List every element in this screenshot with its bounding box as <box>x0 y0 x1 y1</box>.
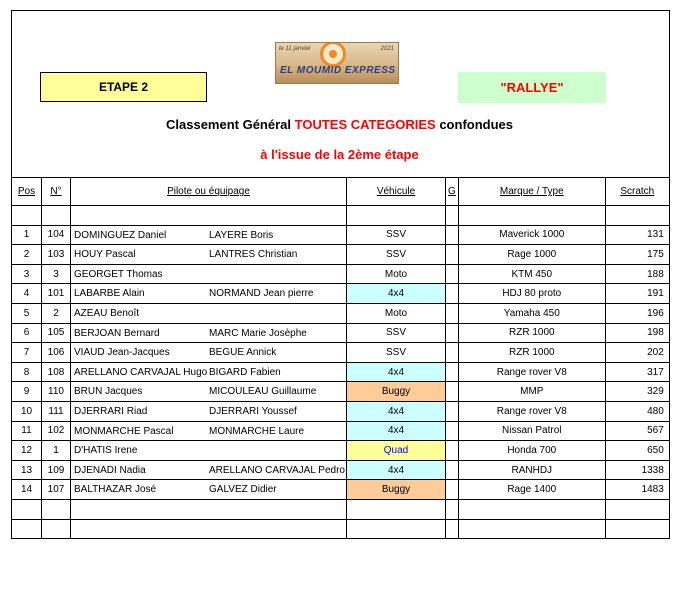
cell-g <box>446 264 459 284</box>
table-row <box>12 343 670 363</box>
cell-pilot <box>71 245 347 265</box>
cell-brand: MMP <box>458 382 605 402</box>
cell-num: 102 <box>42 421 71 441</box>
pilot-name: DJERRARI Riad <box>74 405 148 417</box>
cell-brand: RZR 1000 <box>458 343 605 363</box>
cell-scratch: 329 <box>605 382 669 402</box>
title-prefix: Classement Général <box>166 117 295 132</box>
cell-scratch: 202 <box>605 343 669 363</box>
cell-g <box>446 362 459 382</box>
table-row <box>12 362 670 382</box>
cell-pos: 8 <box>12 362 42 382</box>
copilot-name: ARELLANO CARVAJAL Pedro <box>209 464 345 476</box>
cell-g <box>446 480 459 500</box>
cell-num: 105 <box>42 323 71 343</box>
cell-vehicle: Buggy <box>347 480 446 500</box>
cell-brand: KTM 450 <box>458 264 605 284</box>
cell-vehicle: 4x4 <box>347 362 446 382</box>
cell-num: 109 <box>42 460 71 480</box>
cell-brand: Rage 1000 <box>458 245 605 265</box>
cell-pilot <box>71 323 347 343</box>
table-row <box>12 441 670 461</box>
cell-brand: Range rover V8 <box>458 362 605 382</box>
copilot-name: LANTRES Christian <box>209 249 298 261</box>
cell-brand: Range rover V8 <box>458 401 605 421</box>
cell-scratch: 1338 <box>605 460 669 480</box>
col-brand-header: Marque / Type <box>458 178 605 206</box>
cell-g <box>446 323 459 343</box>
pilot-name: DOMINGUEZ Daniel <box>74 229 167 241</box>
cell-g <box>446 225 459 245</box>
cell-g <box>446 303 459 323</box>
cell-pos: 4 <box>12 284 42 304</box>
table-row <box>12 303 670 323</box>
cell-vehicle: SSV <box>347 245 446 265</box>
cell-vehicle: 4x4 <box>347 284 446 304</box>
cell-pilot <box>71 264 347 284</box>
cell-pilot <box>71 343 347 363</box>
copilot-name: MICOULEAU Guillaume <box>209 386 317 398</box>
etape-box: ETAPE 2 <box>40 72 207 102</box>
cell-g <box>446 245 459 265</box>
copilot-name: MARC Marie Josèphe <box>209 327 307 339</box>
cell-pos: 14 <box>12 480 42 500</box>
logo-tag-right: 2021 <box>380 46 394 52</box>
cell-vehicle: Quad <box>347 441 446 461</box>
cell-vehicle: 4x4 <box>347 401 446 421</box>
cell-num: 110 <box>42 382 71 402</box>
cell-brand: Honda 700 <box>458 441 605 461</box>
title-suffix: confondues <box>435 117 513 132</box>
cell-g <box>446 421 459 441</box>
pilot-name: LABARBE Alain <box>74 288 145 300</box>
cell-pilot <box>71 225 347 245</box>
copilot-name: DJERRARI Youssef <box>209 405 297 417</box>
logo-wordmark: EL MOUMID EXPRESS <box>280 65 396 76</box>
results-table <box>11 177 670 539</box>
cell-scratch: 131 <box>605 225 669 245</box>
cell-pilot <box>71 480 347 500</box>
col-num-header: N° <box>42 178 71 206</box>
pilot-name: DJENADI Nadia <box>74 464 146 476</box>
pilot-name: GEORGET Thomas <box>74 268 163 280</box>
cell-pos: 10 <box>12 401 42 421</box>
cell-g <box>446 441 459 461</box>
cell-pilot <box>71 284 347 304</box>
table-row <box>12 284 670 304</box>
table-header-row <box>12 178 670 206</box>
cell-pilot <box>71 382 347 402</box>
cell-scratch: 567 <box>605 421 669 441</box>
cell-num: 3 <box>42 264 71 284</box>
cell-brand: Maverick 1000 <box>458 225 605 245</box>
copilot-name: GALVEZ Didier <box>209 484 277 496</box>
pilot-name: VIAUD Jean-Jacques <box>74 347 170 359</box>
empty-row <box>12 499 670 519</box>
rallye-box: "RALLYE" <box>458 72 606 103</box>
col-pos-header: Pos <box>12 178 42 206</box>
table-row <box>12 480 670 500</box>
pilot-name: AZEAU Benoît <box>74 307 140 319</box>
cell-num: 2 <box>42 303 71 323</box>
cell-vehicle: SSV <box>347 323 446 343</box>
cell-pos: 12 <box>12 441 42 461</box>
cell-pos: 11 <box>12 421 42 441</box>
cell-pos: 2 <box>12 245 42 265</box>
copilot-name: BEGUE Annick <box>209 347 277 359</box>
cell-pos: 6 <box>12 323 42 343</box>
table-row <box>12 382 670 402</box>
cell-pos: 9 <box>12 382 42 402</box>
cell-brand: Yamaha 450 <box>458 303 605 323</box>
rally-logo <box>275 42 399 84</box>
cell-scratch: 1483 <box>605 480 669 500</box>
pilot-name: HOUY Pascal <box>74 249 136 261</box>
table-row <box>12 323 670 343</box>
sun-icon <box>320 42 346 67</box>
cell-pilot <box>71 441 347 461</box>
cell-brand: Rage 1400 <box>458 480 605 500</box>
pilot-name: BERJOAN Bernard <box>74 327 160 339</box>
copilot-name: LAYERE Boris <box>209 229 274 241</box>
pilot-name: ARELLANO CARVAJAL Hugo <box>74 366 208 378</box>
spacer-row <box>12 206 670 226</box>
cell-num: 103 <box>42 245 71 265</box>
cell-g <box>446 460 459 480</box>
cell-g <box>446 343 459 363</box>
cell-scratch: 317 <box>605 362 669 382</box>
cell-num: 107 <box>42 480 71 500</box>
cell-vehicle: SSV <box>347 343 446 363</box>
cell-scratch: 175 <box>605 245 669 265</box>
cell-num: 104 <box>42 225 71 245</box>
table-row <box>12 225 670 245</box>
cell-vehicle: 4x4 <box>347 421 446 441</box>
cell-pilot <box>71 460 347 480</box>
table-row <box>12 245 670 265</box>
cell-pos: 5 <box>12 303 42 323</box>
cell-num: 101 <box>42 284 71 304</box>
page-subtitle: à l'issue de la 2ème étape <box>260 147 419 162</box>
pilot-name: BALTHAZAR José <box>74 484 157 496</box>
col-scratch-header: Scratch <box>605 178 669 206</box>
page-title <box>11 117 668 132</box>
cell-scratch: 196 <box>605 303 669 323</box>
cell-pilot <box>71 401 347 421</box>
cell-brand: RANHDJ <box>458 460 605 480</box>
cell-vehicle: 4x4 <box>347 460 446 480</box>
cell-num: 108 <box>42 362 71 382</box>
cell-num: 106 <box>42 343 71 363</box>
pilot-name: D'HATIS Irene <box>74 445 138 457</box>
cell-num: 1 <box>42 441 71 461</box>
table-row <box>12 421 670 441</box>
cell-brand: RZR 1000 <box>458 323 605 343</box>
cell-pilot <box>71 303 347 323</box>
cell-vehicle: Buggy <box>347 382 446 402</box>
cell-vehicle: Moto <box>347 303 446 323</box>
cell-pos: 3 <box>12 264 42 284</box>
cell-scratch: 480 <box>605 401 669 421</box>
cell-pos: 1 <box>12 225 42 245</box>
cell-pilot <box>71 362 347 382</box>
empty-row <box>12 519 670 539</box>
copilot-name: NORMAND Jean pierre <box>209 288 314 300</box>
cell-scratch: 650 <box>605 441 669 461</box>
table-row <box>12 264 670 284</box>
table-row <box>12 460 670 480</box>
table-row <box>12 401 670 421</box>
copilot-name: MONMARCHE Laure <box>209 425 305 437</box>
col-pilot-header: Pilote ou équipage <box>71 178 347 206</box>
cell-pos: 13 <box>12 460 42 480</box>
pilot-name: BRUN Jacques <box>74 386 143 398</box>
logo-tagline: le 11 janvier <box>279 46 311 52</box>
cell-g <box>446 401 459 421</box>
cell-pos: 7 <box>12 343 42 363</box>
cell-g <box>446 284 459 304</box>
copilot-name: BIGARD Fabien <box>209 366 281 378</box>
cell-brand: HDJ 80 proto <box>458 284 605 304</box>
cell-pilot <box>71 421 347 441</box>
col-g-header: G <box>446 178 459 206</box>
cell-scratch: 191 <box>605 284 669 304</box>
pilot-name: MONMARCHE Pascal <box>74 425 174 437</box>
cell-g <box>446 382 459 402</box>
cell-scratch: 198 <box>605 323 669 343</box>
cell-brand: Nissan Patrol <box>458 421 605 441</box>
col-vehicle-header: Véhicule <box>347 178 446 206</box>
cell-vehicle: Moto <box>347 264 446 284</box>
cell-num: 111 <box>42 401 71 421</box>
title-highlight: TOUTES CATEGORIES <box>294 117 436 132</box>
cell-scratch: 188 <box>605 264 669 284</box>
cell-vehicle: SSV <box>347 225 446 245</box>
